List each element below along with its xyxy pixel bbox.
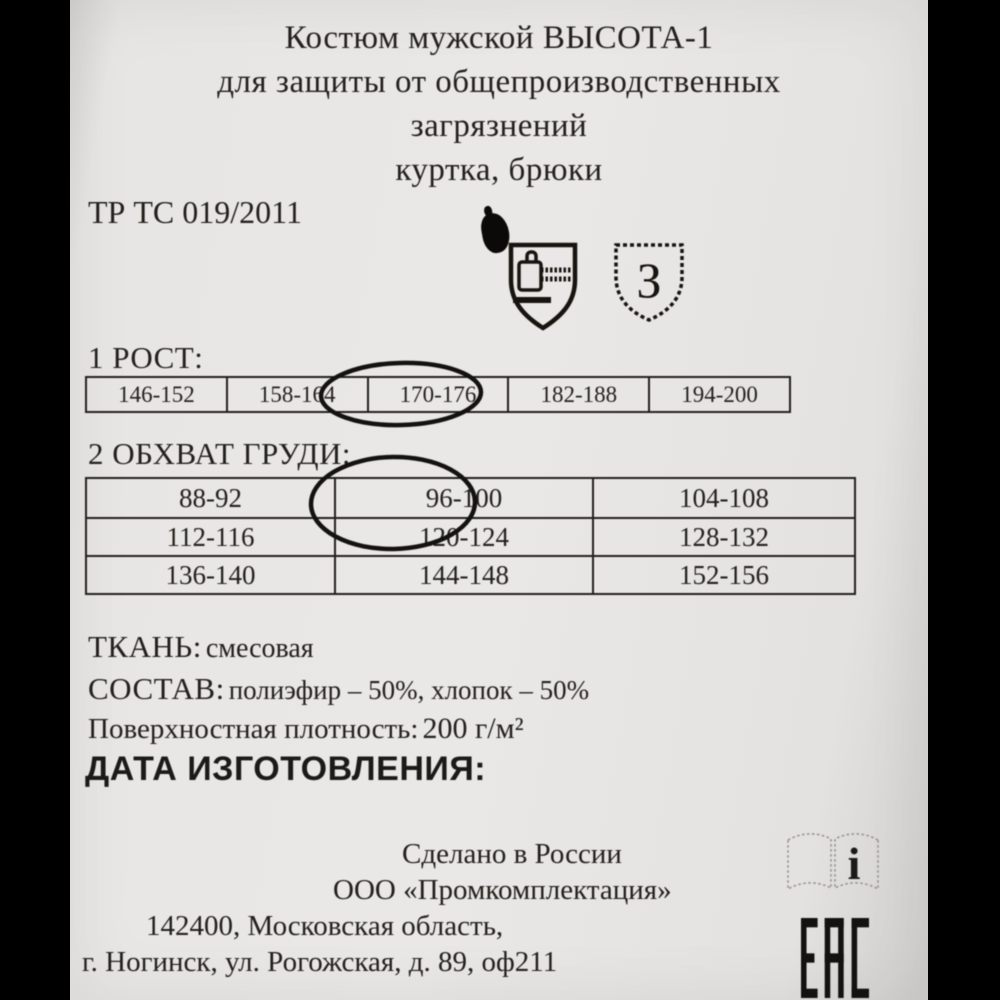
chest-range-cell: 136-140	[87, 555, 334, 593]
height-range-cell: 146-152	[118, 381, 195, 407]
eac-mark-icon	[801, 918, 869, 998]
class-shield-letter: З	[636, 252, 662, 308]
label-content	[70, 0, 928, 1000]
density-label: Поверхностная плотность:	[88, 713, 419, 745]
chest-range-cell: 144-148	[334, 555, 592, 593]
fabric-line	[88, 629, 314, 665]
chest-section-heading: 2 ОБХВАТ ГРУДИ:	[88, 436, 351, 471]
fabric-value: смесовая	[205, 633, 314, 664]
chest-size-table	[85, 477, 856, 595]
density-line	[88, 712, 524, 746]
composition-line	[88, 671, 589, 707]
height-section-heading: 1 РОСТ:	[88, 340, 204, 375]
manufacture-date-label: ДАТА ИЗГОТОВЛЕНИЯ:	[85, 750, 487, 788]
chest-range-cell: 120-124	[334, 517, 592, 555]
title-line-4: куртка, брюки	[395, 152, 603, 188]
density-value: 200 г/м²	[422, 712, 524, 745]
height-range-cell: 158-164	[226, 378, 367, 411]
manufacturer-address-2: г. Ногинск, ул. Рогожская, д. 89, оф211	[82, 946, 558, 978]
chest-range-cell: 128-132	[592, 517, 854, 555]
chest-range-cell: 104-108	[592, 479, 854, 517]
care-booklet-icon	[782, 826, 884, 906]
garment-label-photo	[70, 0, 928, 1000]
chest-range-cell: 112-116	[87, 517, 334, 555]
manufacturer-name: ООО «Промкомплектация»	[333, 874, 672, 906]
title-line-3: загрязнений	[410, 108, 588, 144]
height-range-cell: 194-200	[648, 378, 789, 411]
made-in-line: Сделано в России	[402, 838, 622, 870]
regulation-number: ТР ТС 019/2011	[88, 194, 302, 230]
height-range-cell: 182-188	[507, 378, 648, 411]
fabric-label: ТКАНЬ:	[88, 629, 202, 664]
chest-range-cell: 152-156	[592, 555, 854, 593]
composition-label: СОСТАВ:	[88, 671, 225, 706]
title-line-2: для защиты от общепроизводственных	[217, 64, 781, 100]
chest-range-cell-selected: 96-100	[334, 479, 592, 517]
height-size-table	[85, 376, 791, 413]
class-shield-icon	[610, 237, 688, 326]
info-letter: i	[847, 838, 861, 889]
protection-shield-icon	[505, 236, 581, 334]
height-range-cell-selected: 170-176	[367, 378, 508, 411]
product-title	[70, 16, 928, 192]
composition-value: полиэфир – 50%, хлопок – 50%	[228, 675, 590, 705]
title-line-1: Костюм мужской ВЫСОТА-1	[284, 20, 714, 56]
manufacturer-address-1: 142400, Московская область,	[146, 910, 504, 942]
chest-range-cell: 88-92	[179, 482, 242, 513]
